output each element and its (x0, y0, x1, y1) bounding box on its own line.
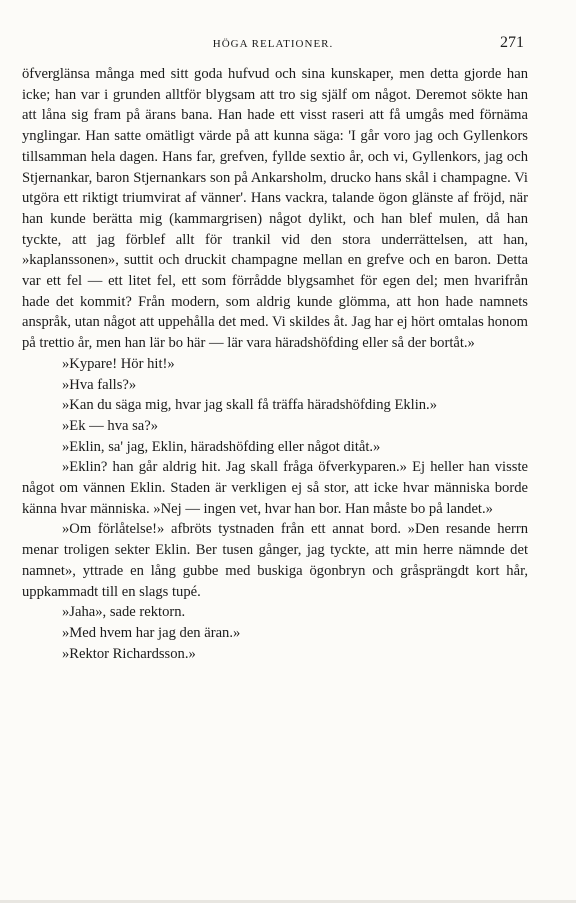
page-header (22, 34, 524, 56)
page-number: 271 (500, 34, 524, 51)
paragraph: »Jaha», sade rektorn. (62, 604, 186, 621)
paragraph: »Hva falls?» (62, 376, 137, 393)
paragraph: »Om förlåtelse!» afbröts tystnaden från ett annat bord. »Den resande herrn menar troligen sekter Eklin. Ber tusen gånger, jag tyckte, att min herre nämnde det namnet», yttrade en lång gubbe med buskiga ögonbryn och gråsprängdt kort hår, uppkammadt till en slags tupé. (22, 521, 528, 600)
paragraph: »Eklin, sa' jag, Eklin, häradshöfding eller något ditåt.» (62, 438, 381, 455)
paragraph: öfverglänsa många med sitt goda hufvud och sina kunskaper, men detta gjorde han icke; han var i grunden alltför blygsam att tro sig själf om något. Deremot sökte han att låna sig fram på ärans bana. Han hade ett visst raseri att få umgås med förnäma ynglingar. Han satte omätligt värde på att kunna säga: 'I går voro jag och Gyllenkors tillsamman hela dagen. Hans far, grefven, fyllde sextio år, och vi, Gyllenkors, jag och Stjernankar, baron Stjernankars son på Ankarsholm, drucko hans skål i champagne. Vi utgöra ett riktigt triumvirat af vänner'. Hans vackra, talande ögon glänste af fröjd, när han kunde berätta mig (kammargrisen) något dylikt, och han blef mulen, då han tyckte, att jag förblef allt för trankil vid den stora underrättelsen, att han, »kaplanssonen», suttit och druckit champagne mellan en grefve och en baron. Detta var ett fel — ett litet fel, ett som förrådde blygsamhet för egen del; men hvarifrån hade det kommit? Från modern, som aldrig kunde glömma, att hon hade namnets anspråk, utan något att uppehålla det med. Vi skildes åt. Jag har ej hört omtalas honom på trettio år, men han lär bo här — lär vara häradshöfding eller så der bortåt.» (22, 66, 528, 352)
paragraph: »Rektor Richardsson.» (62, 645, 196, 662)
paragraph: »Kan du säga mig, hvar jag skall få träffa häradshöfding Eklin.» (62, 397, 438, 414)
running-head: HÖGA RELATIONER. (212, 38, 334, 50)
paragraph: »Eklin? han går aldrig hit. Jag skall fråga öfverkyparen.» Ej heller han visste något om vännen Eklin. Staden är verkligen ej så stor, att icke hvar människa borde känna hvar människa. »Nej — ingen vet, hvar han bor. Han måste bo på landet.» (22, 459, 528, 517)
paragraph: »Med hvem har jag den äran.» (62, 624, 241, 641)
body-text (22, 64, 528, 664)
paragraph: »Kypare! Hör hit!» (62, 355, 175, 372)
paragraph: »Ek — hva sa?» (62, 417, 159, 434)
